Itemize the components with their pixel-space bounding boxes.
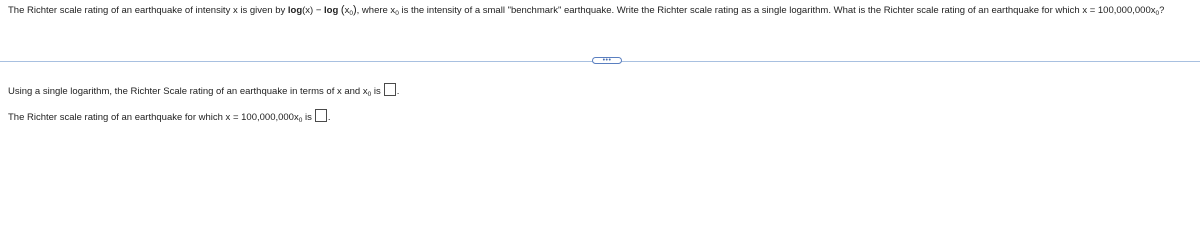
formula-x0-subscript: 0 (349, 10, 353, 17)
problem-statement (8, 3, 1193, 19)
answer-1-input-box[interactable] (384, 83, 396, 96)
formula-log-1: log (287, 5, 303, 16)
answer-2-period: . (327, 112, 331, 123)
more-options-button[interactable]: ••• (592, 57, 622, 64)
problem-intro: The Richter scale rating of an earthquake of intensity x is given by (8, 5, 288, 16)
problem-x0-subscript: 0 (395, 10, 399, 17)
answer-row-single-logarithm (8, 84, 399, 100)
problem-text-body: is the intensity of a small "benchmark" earthquake. Write the Richter scale rating as a single logarithm. What is the Richter scale rating of an earthquake for which x = 100,000,000x (398, 5, 1156, 16)
answer-1-label: Using a single logarithm, the Richter Scale rating of an earthquake in terms of x and x (8, 86, 368, 97)
answer-2-subscript: 0 (298, 117, 303, 124)
answer-2-label: The Richter scale rating of an earthquake for which x = 100,000,000x (8, 112, 299, 123)
answer-row-richter-rating (8, 110, 330, 126)
answer-1-period: . (396, 86, 400, 97)
answer-2-is: is (302, 112, 312, 123)
formula-log-2: log (324, 5, 339, 16)
section-divider (0, 57, 1200, 65)
formula-minus: − (313, 5, 325, 16)
problem-text-where: , where x (356, 5, 396, 16)
formula-paren-close: ) (352, 4, 357, 16)
answer-1-subscript: 0 (367, 91, 372, 98)
formula-paren-open: ( (340, 4, 345, 16)
formula-arg-1: (x) (302, 5, 314, 16)
formula-x0: x (344, 5, 350, 16)
problem-end-subscript: 0 (1155, 10, 1160, 17)
problem-question-mark: ? (1159, 5, 1165, 16)
answer-2-input-box[interactable] (315, 109, 327, 122)
answer-1-is: is (371, 86, 381, 97)
